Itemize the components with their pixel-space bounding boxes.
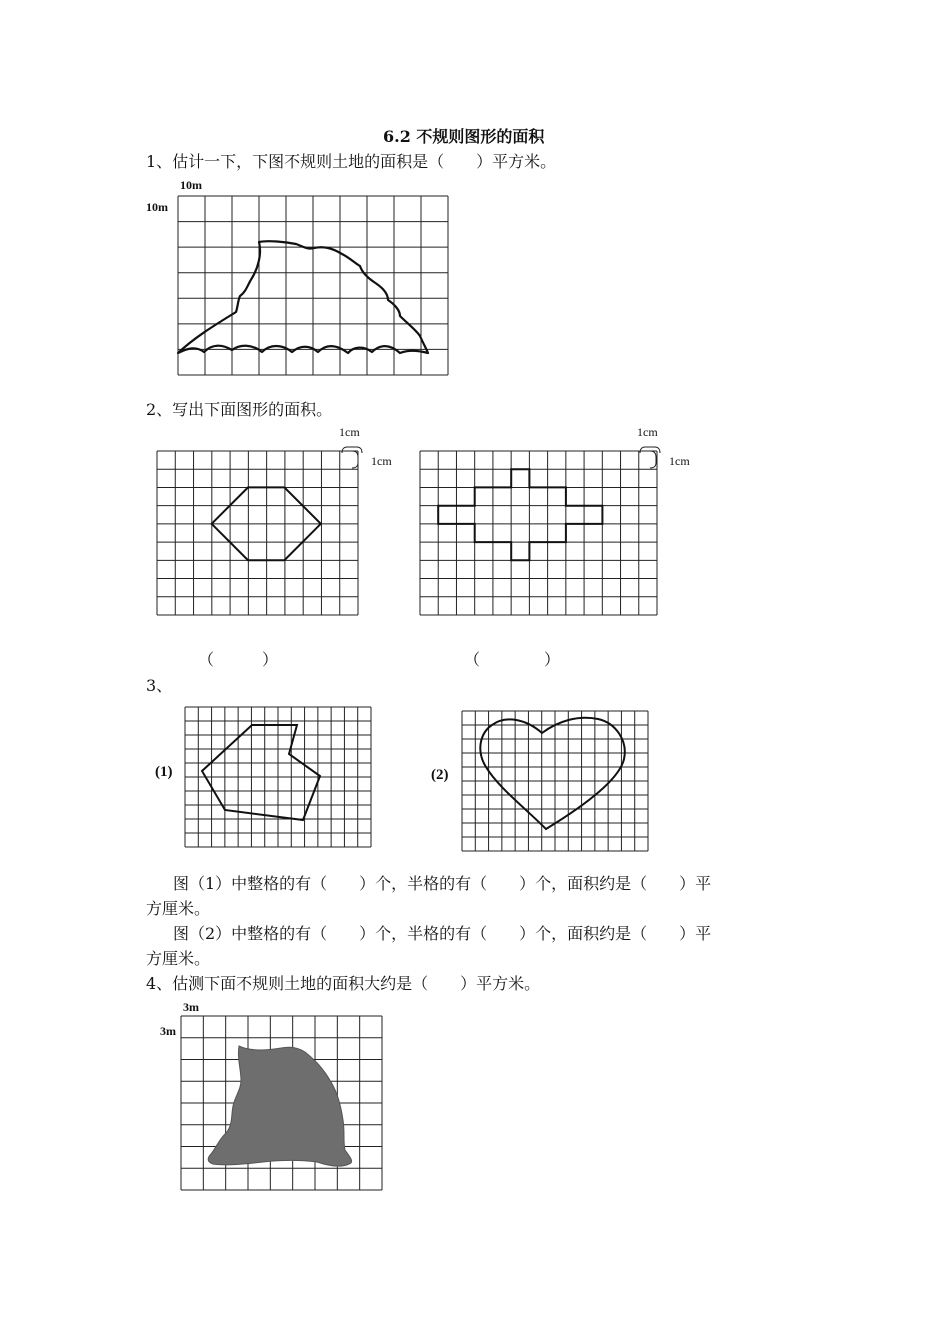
q4-grid-figure (181, 1016, 383, 1191)
q3-fig1-label: (1) (155, 764, 173, 780)
q2a-top-scale-label: 1cm (339, 425, 360, 439)
q2a-side-scale-label: 1cm (371, 454, 392, 468)
q3-fig1-grid-lines (185, 707, 371, 847)
q1-grid-figure (178, 196, 450, 376)
q3-fig1-question-line-cont: 方厘米。 (146, 899, 211, 918)
question-1-text: 1、估计一下，下图不规则土地的面积是（ ）平方米。 (146, 152, 557, 171)
q3-fig2-question-line: 图（2）中整格的有（ ）个，半格的有（ ）个，面积约是（ ）平 (173, 924, 712, 943)
q3-fig2-question-line-cont: 方厘米。 (146, 949, 211, 968)
q3-fig1-question-line: 图（1）中整格的有（ ）个，半格的有（ ）个，面积约是（ ）平 (173, 874, 712, 893)
q2b-cross-shape (438, 469, 602, 560)
question-4-text: 4、估测下面不规则土地的面积大约是（ ）平方米。 (146, 974, 541, 993)
q2b-answer-blank[interactable]: （ ） (464, 650, 561, 669)
question-2-text: 2、写出下面图形的面积。 (146, 400, 333, 419)
q2a-grid-lines (157, 451, 358, 615)
question-3-number: 3、 (146, 676, 173, 695)
q3-fig2-grid-figure (462, 711, 648, 851)
q1-top-scale-label: 10m (180, 178, 202, 192)
q4-top-scale-label: 3m (183, 1000, 199, 1014)
q3-fig1-polygon-shape (202, 725, 320, 820)
q2b-top-scale-label: 1cm (637, 425, 658, 439)
q3-fig2-label: (2) (431, 767, 449, 783)
q3-fig2-grid-lines (462, 711, 648, 851)
q4-irregular-land-shape (208, 1046, 351, 1166)
q1-left-scale-label: 10m (146, 200, 168, 214)
q1-irregular-land-shape (178, 241, 428, 353)
q3-fig1-grid-figure (185, 707, 371, 847)
page-title: 6.2 不规则图形的面积 (383, 127, 545, 146)
q2a-grid-figure (157, 437, 372, 617)
q2b-grid-lines (420, 451, 657, 615)
q2b-side-scale-label: 1cm (669, 454, 690, 468)
q2b-grid-figure (420, 437, 670, 617)
q2a-answer-blank[interactable]: （ ） (198, 650, 279, 669)
q4-left-scale-label: 3m (160, 1024, 176, 1038)
